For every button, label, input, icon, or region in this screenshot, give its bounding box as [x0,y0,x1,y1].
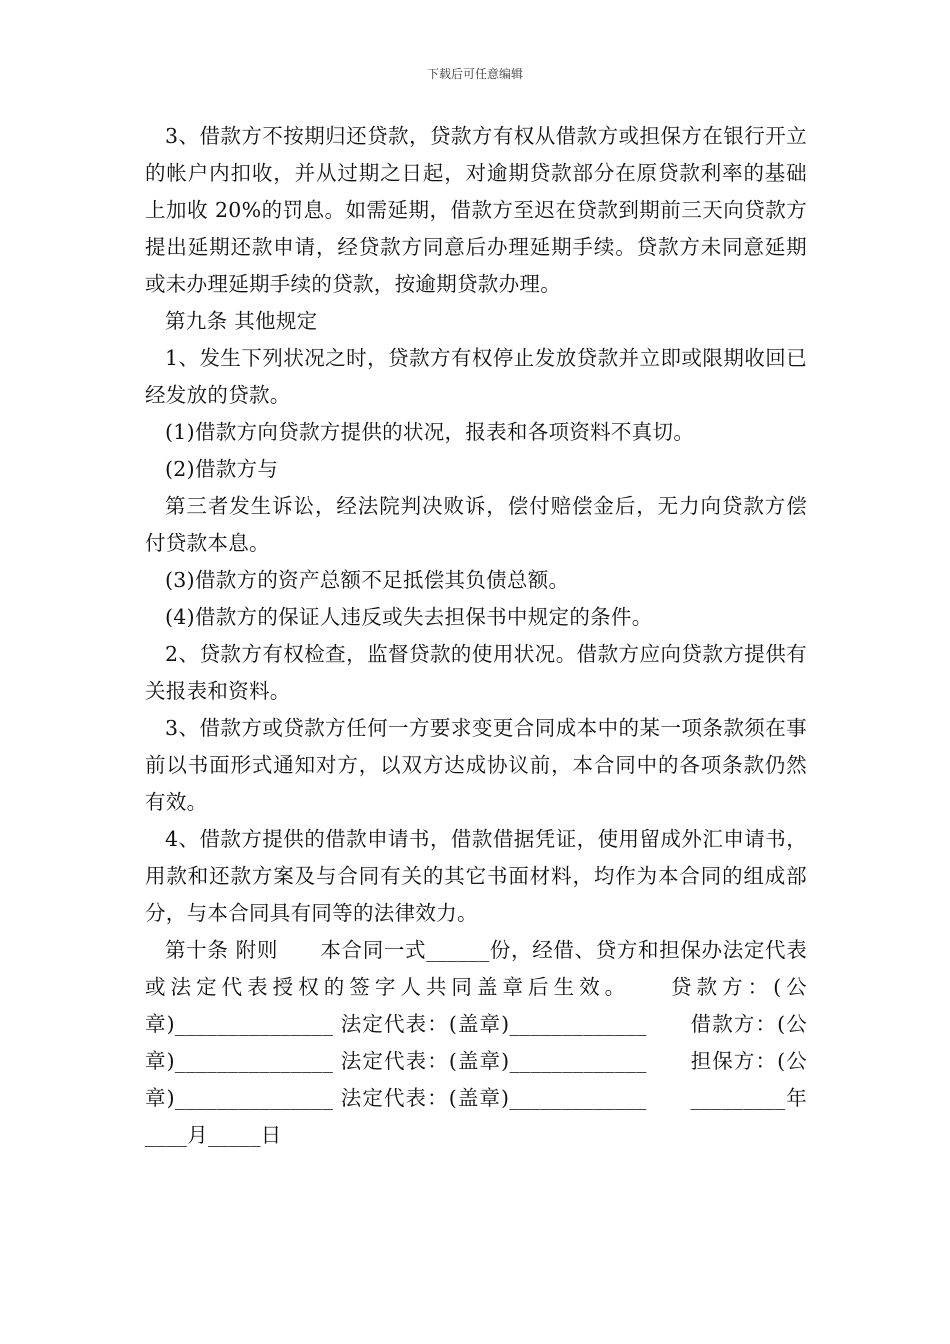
document-body [145,118,807,1154]
paragraph-late-repayment: 3、借款方不按期归还贷款，贷款方有权从借款方或担保方在银行开立的帐户内扣收，并从过期之日起，对逾期贷款部分在原贷款利率的基础上加收 20%的罚息。如需延期，借款方至迟在贷款到期前三天向贷款方提出延期还款申请，经贷款方同意后办理延期手续。贷款方未同意延期或未办理延期手续的贷款，按逾期贷款办理。 [145,124,807,296]
list-item-2: (2)借款方与 [165,457,279,481]
paragraph-inspection: 2、贷款方有权检查，监督贷款的使用状况。借款方应向贷款方提供有关报表和资料。 [145,642,807,703]
paragraph-documents: 4、借款方提供的借款申请书，借款借据凭证，使用留成外汇申请书，用款和还款方案及与合同有关的其它书面材料，均作为本合同的组成部分，与本合同具有同等的法律效力。 [145,827,807,925]
article-ten-signatures: 第十条 附则 本合同一式______份，经借、贷方和担保办法定代表或法定代表授权的签字人共同盖章后生效。 贷款方：(公章)_______________ 法定代表：(盖章)_____________ 借款方：(公章)_______________ 法定代表：(盖章)_____________ 担保方：(公章)_______________ 法定代表：(盖章)_____________ _________年____月_____日 [145,938,807,1147]
paragraph-stop-lending: 1、发生下列状况之时，贷款方有权停止发放贷款并立即或限期收回已经发放的贷款。 [145,346,807,407]
list-item-3: (3)借款方的资产总额不足抵偿其负债总额。 [165,568,570,592]
list-item-1: (1)借款方向贷款方提供的状况，报表和各项资料不真切。 [165,420,695,444]
list-item-2-continued: 第三者发生诉讼，经法院判决败诉，偿付赔偿金后，无力向贷款方偿付贷款本息。 [145,494,807,555]
list-item-4: (4)借款方的保证人违反或失去担保书中规定的条件。 [165,605,653,629]
page-header: 下载后可任意编辑 [426,67,523,81]
paragraph-amendment: 3、借款方或贷款方任何一方要求变更合同成本中的某一项条款须在事前以书面形式通知对方，以双方达成协议前，本合同中的各项条款仍然有效。 [145,716,807,814]
article-nine-heading: 第九条 其他规定 [165,309,318,333]
